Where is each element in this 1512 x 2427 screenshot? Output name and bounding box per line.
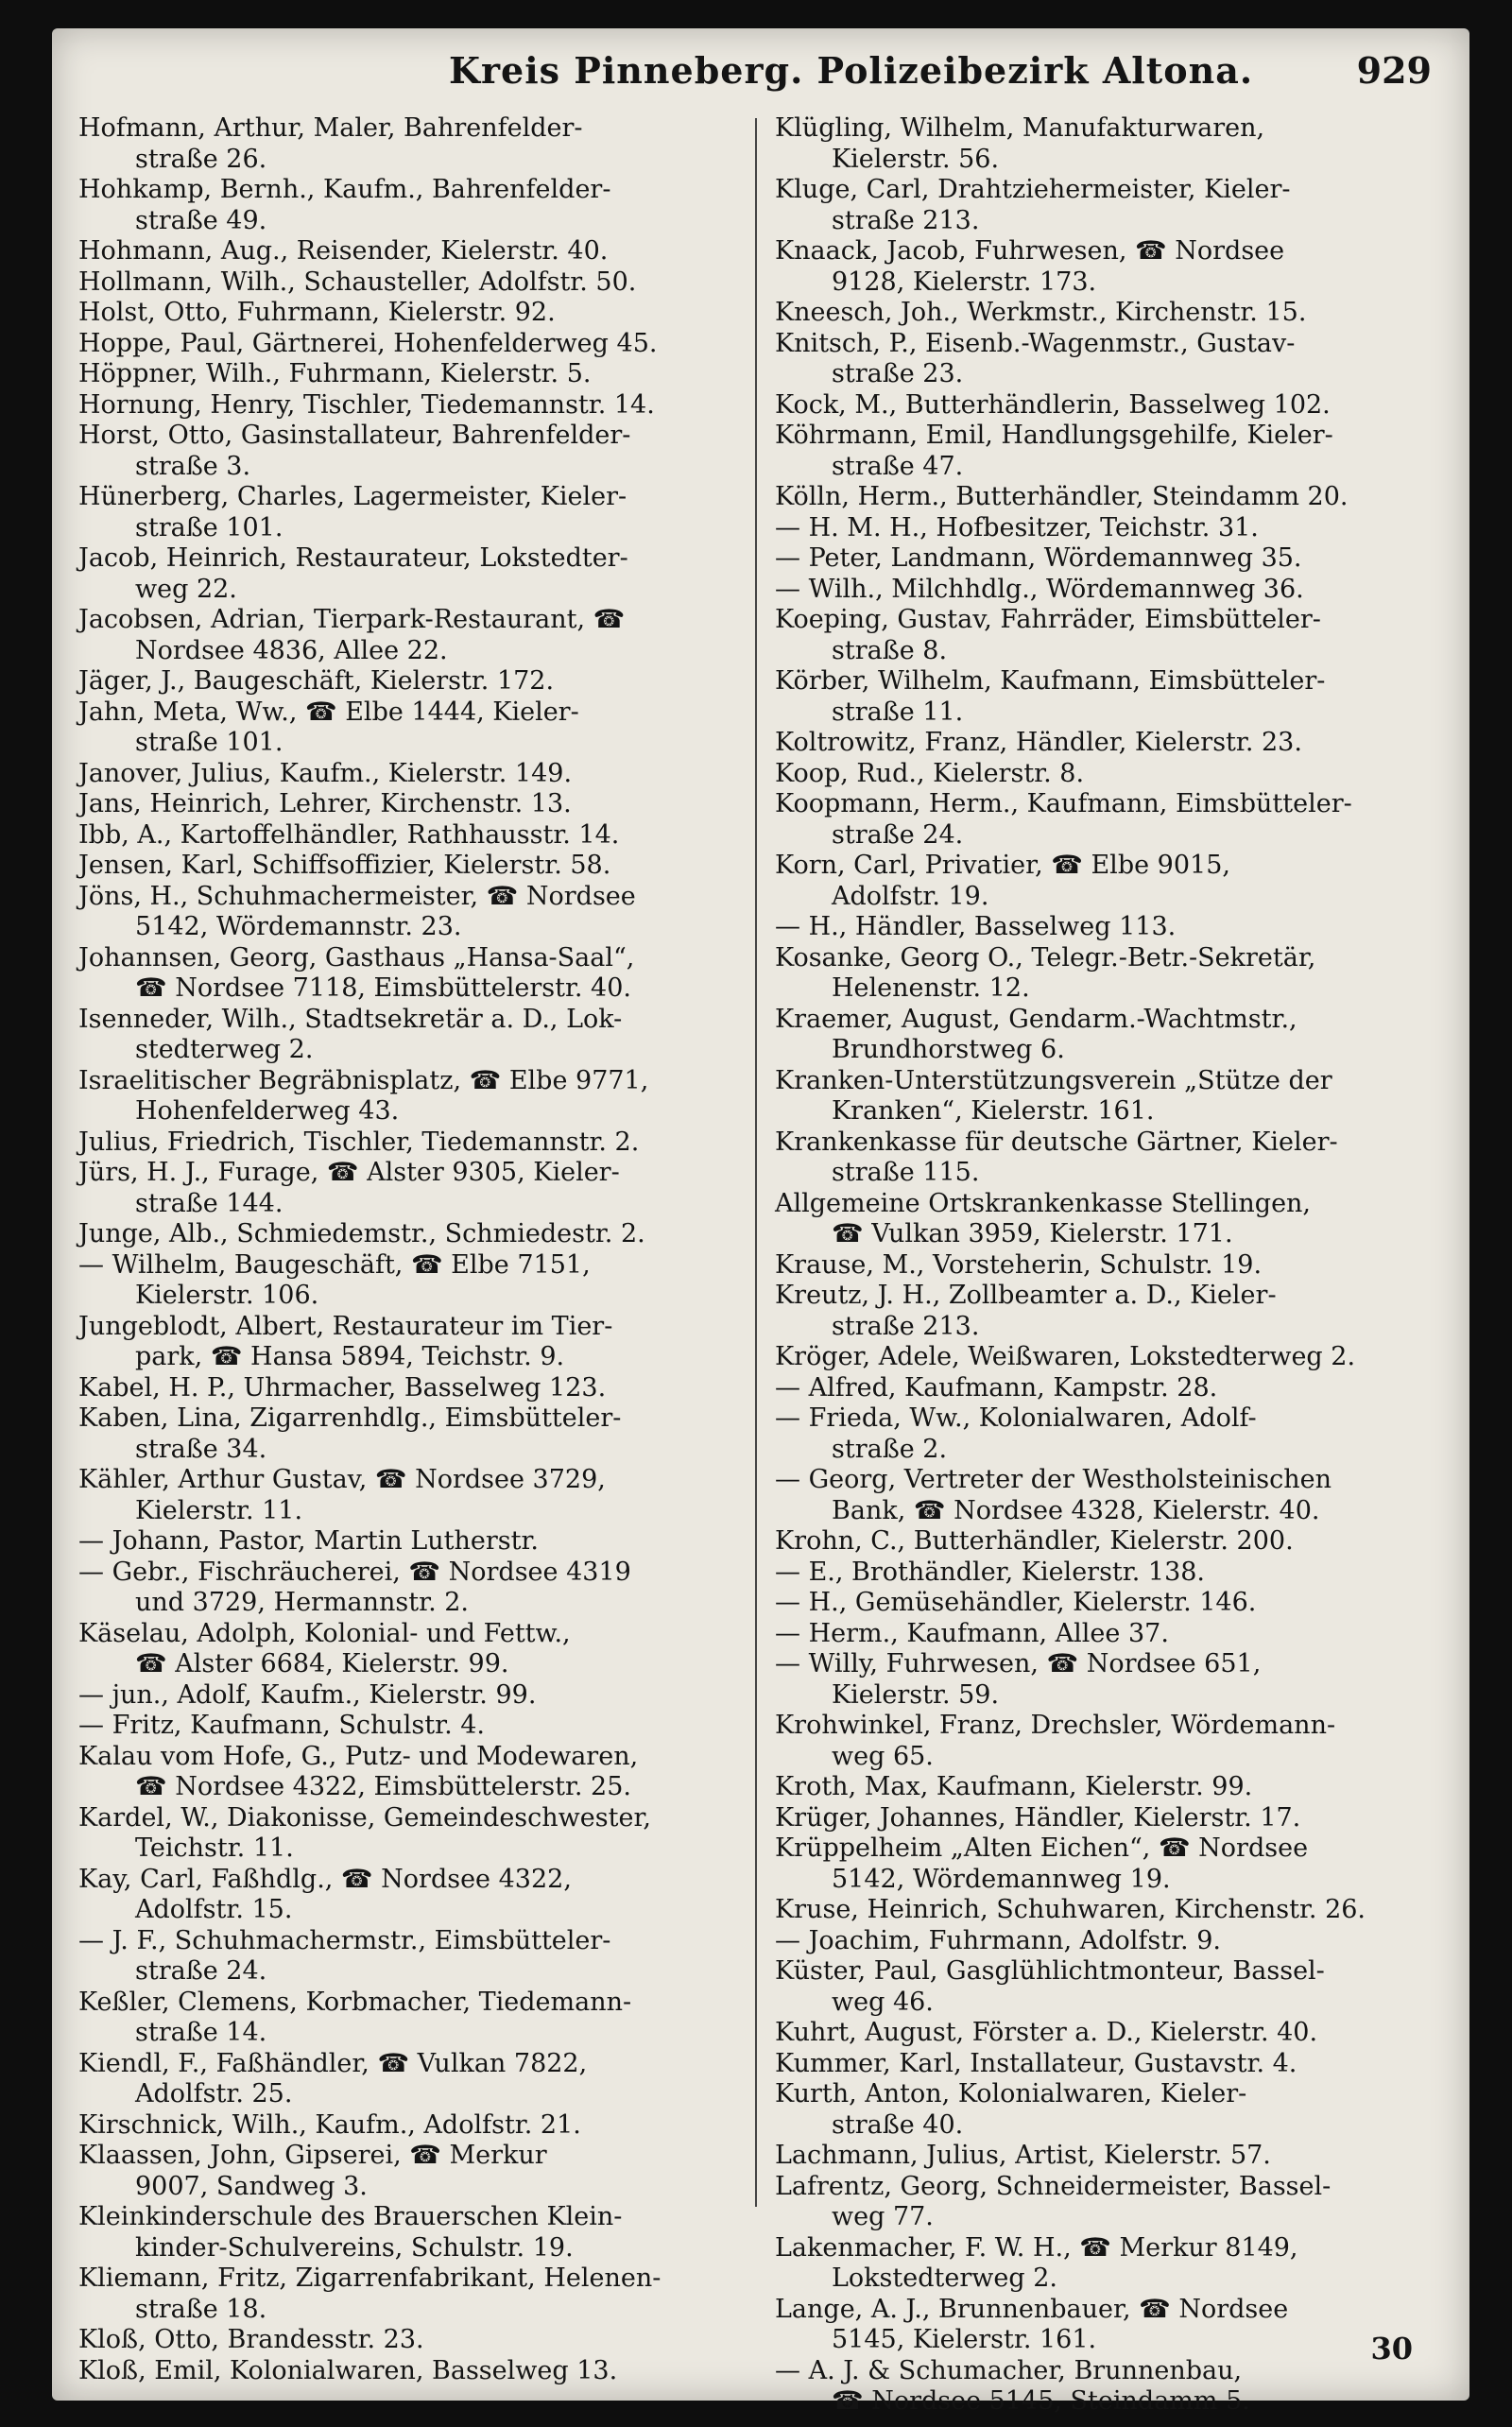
- directory-entry: [78, 1619, 740, 1680]
- page-header: [52, 49, 1469, 106]
- sheet-signature: 30: [1370, 2331, 1413, 2367]
- directory-entry: [78, 666, 740, 697]
- entry-text: Käselau, Adolph, Kolonial- und Fettw.,: [78, 1618, 571, 1648]
- directory-entry: [78, 1926, 740, 1988]
- entry-text: Kaben, Lina, Zigarrenhdlg., Eimsbütteler-: [78, 1403, 622, 1433]
- column-divider: [755, 118, 757, 2207]
- directory-entry: [775, 943, 1436, 1005]
- entry-text: — Wilh., Milchhdlg., Wördemannweg 36.: [775, 574, 1304, 604]
- entry-text: Holst, Otto, Fuhrmann, Kielerstr. 92.: [78, 298, 556, 327]
- entry-continuation: weg 65.: [832, 1741, 934, 1771]
- entry-continuation: Brundhorstweg 6.: [832, 1035, 1065, 1064]
- directory-entry: [78, 820, 740, 852]
- directory-entry: [775, 912, 1436, 943]
- directory-entry: [78, 298, 740, 329]
- entry-text: Koeping, Gustav, Fahrräder, Eimsbütteler-: [775, 605, 1321, 634]
- entry-continuation: straße 49.: [135, 205, 267, 235]
- directory-entry: [775, 1281, 1436, 1342]
- entry-text: Kummer, Karl, Installateur, Gustavstr. 4.: [775, 2048, 1297, 2078]
- entry-text: Krüppelheim „Alten Eichen“, ☎ Nordsee: [775, 1833, 1309, 1863]
- directory-entry: [78, 697, 740, 759]
- entry-text: Allgemeine Ortskrankenkasse Stellingen,: [775, 1188, 1312, 1218]
- entry-continuation: straße 8.: [832, 635, 948, 665]
- directory-entry: [775, 666, 1436, 728]
- entry-text: Kroth, Max, Kaufmann, Kielerstr. 99.: [775, 1772, 1253, 1801]
- entry-text: — J. F., Schuhmachermstr., Eimsbütteler-: [78, 1925, 611, 1955]
- directory-entry: [78, 1988, 740, 2049]
- entry-text: — Alfred, Kaufmann, Kampstr. 28.: [775, 1372, 1218, 1403]
- directory-entry: [775, 575, 1436, 606]
- entry-text: Kähler, Arthur Gustav, ☎ Nordsee 3729,: [78, 1465, 606, 1494]
- directory-entry: [78, 1158, 740, 1219]
- directory-entry: [775, 113, 1436, 175]
- entry-text: Kuhrt, August, Förster a. D., Kielerstr. 40.: [775, 2018, 1318, 2047]
- directory-entry: [78, 1803, 740, 1865]
- entry-text: — jun., Adolf, Kaufm., Kielerstr. 99.: [78, 1679, 537, 1710]
- directory-entry: [78, 2141, 740, 2202]
- directory-entry: [775, 2049, 1436, 2080]
- entry-continuation: 9007, Sandweg 3.: [135, 2171, 368, 2201]
- entry-continuation: straße 24.: [832, 819, 964, 850]
- directory-entry: [775, 1066, 1436, 1127]
- entry-text: Hünerberg, Charles, Lagermeister, Kieler-: [78, 482, 627, 511]
- directory-entry: [775, 1526, 1436, 1558]
- entry-text: Kranken-Unterstützungsverein „Stütze der: [775, 1065, 1332, 1095]
- directory-entry: [775, 789, 1436, 851]
- directory-entry: [775, 543, 1436, 575]
- entry-text: Krankenkasse für deutsche Gärtner, Kieler-: [775, 1127, 1338, 1157]
- directory-entry: [775, 2295, 1436, 2356]
- entry-text: Jürs, H. J., Furage, ☎ Alster 9305, Kieler-: [78, 1158, 620, 1187]
- entry-text: Jöns, H., Schuhmachermeister, ☎ Nordsee: [78, 881, 636, 911]
- directory-entry: [775, 1250, 1436, 1282]
- entry-text: Körber, Wilhelm, Kaufmann, Eimsbütteler-: [775, 666, 1326, 696]
- entry-continuation: straße 213.: [832, 1311, 980, 1341]
- entry-text: — Wilhelm, Baugeschäft, ☎ Elbe 7151,: [78, 1249, 591, 1280]
- directory-entry: [78, 482, 740, 543]
- directory-entry: [78, 2202, 740, 2263]
- entry-text: Koop, Rud., Kielerstr. 8.: [775, 758, 1085, 788]
- directory-entry: [78, 1312, 740, 1373]
- entry-continuation: weg 77.: [832, 2202, 934, 2231]
- entry-continuation: Kielerstr. 106.: [135, 1281, 319, 1310]
- entry-text: Horst, Otto, Gasinstallateur, Bahrenfelder-: [78, 421, 631, 450]
- entry-text: Kiendl, F., Faßhändler, ☎ Vulkan 7822,: [78, 2048, 588, 2078]
- directory-entry: [78, 113, 740, 175]
- entry-text: — Willy, Fuhrwesen, ☎ Nordsee 651,: [775, 1649, 1262, 1678]
- entry-text: Knaack, Jacob, Fuhrwesen, ☎ Nordsee: [775, 236, 1285, 266]
- directory-entry: [78, 1219, 740, 1250]
- entry-text: Klügling, Wilhelm, Manufakturwaren,: [775, 113, 1265, 143]
- entry-continuation: straße 2.: [832, 1434, 948, 1464]
- entry-text: Janover, Julius, Kaufm., Kielerstr. 149.: [78, 758, 573, 788]
- entry-text: Kabel, H. P., Uhrmacher, Basselweg 123.: [78, 1372, 607, 1403]
- entry-continuation: Kielerstr. 11.: [135, 1495, 303, 1525]
- directory-entry: [78, 1066, 740, 1127]
- directory-entry: [775, 1465, 1436, 1526]
- entry-text: Isenneder, Wilh., Stadtsekretär a. D., Lok-: [78, 1004, 623, 1034]
- directory-entry: [775, 1588, 1436, 1619]
- entry-continuation: Hohenfelderweg 43.: [135, 1096, 400, 1126]
- entry-continuation: straße 34.: [135, 1434, 267, 1464]
- directory-entry: [775, 482, 1436, 513]
- directory-entry: [78, 1742, 740, 1803]
- directory-entry: [775, 1956, 1436, 2018]
- directory-page: [52, 28, 1469, 2416]
- directory-entry: [775, 329, 1436, 390]
- entry-text: Höppner, Wilh., Fuhrmann, Kielerstr. 5.: [78, 359, 592, 388]
- directory-entry: [775, 1649, 1436, 1711]
- entry-text: Ibb, A., Kartoffelhändler, Rathhausstr. 14.: [78, 819, 620, 850]
- entry-text: Israelitischer Begräbnisplatz, ☎ Elbe 9771,: [78, 1065, 649, 1095]
- directory-entry: [78, 2356, 740, 2387]
- entry-text: Hofmann, Arthur, Maler, Bahrenfelder-: [78, 113, 583, 143]
- entry-text: Kneesch, Joh., Werkmstr., Kirchenstr. 15.: [775, 298, 1307, 327]
- directory-entry: [775, 236, 1436, 298]
- entry-text: Lakenmacher, F. W. H., ☎ Merkur 8149,: [775, 2232, 1298, 2263]
- directory-entry: [775, 2079, 1436, 2141]
- entry-text: — Frieda, Ww., Kolonialwaren, Adolf-: [775, 1403, 1257, 1433]
- directory-entry: [78, 2110, 740, 2142]
- entry-continuation: straße 18.: [135, 2294, 267, 2324]
- entry-continuation: straße 101.: [135, 512, 284, 542]
- entry-continuation: Kielerstr. 59.: [832, 1679, 1000, 1710]
- entry-text: Lachmann, Julius, Artist, Kielerstr. 57.: [775, 2141, 1271, 2170]
- directory-entry: [78, 1127, 740, 1159]
- directory-entry: [78, 759, 740, 790]
- directory-entry: [775, 851, 1436, 912]
- directory-entry: [775, 2172, 1436, 2233]
- entry-text: Küster, Paul, Gasglühlichtmonteur, Bassel-: [775, 1956, 1325, 1986]
- entry-text: Kurth, Anton, Kolonialwaren, Kieler-: [775, 2079, 1247, 2109]
- directory-entry: [775, 513, 1436, 544]
- directory-entry: [775, 1772, 1436, 1803]
- entry-continuation: straße 3.: [135, 451, 251, 481]
- entry-text: Köhrmann, Emil, Handlungsgehilfe, Kieler-: [775, 421, 1333, 450]
- entry-text: Jans, Heinrich, Lehrer, Kirchenstr. 13.: [78, 789, 572, 818]
- entry-continuation: Bank, ☎ Nordsee 4328, Kielerstr. 40.: [832, 1495, 1320, 1525]
- entry-text: Krause, M., Vorsteherin, Schulstr. 19.: [775, 1249, 1263, 1280]
- entry-text: Kirschnick, Wilh., Kaufm., Adolfstr. 21.: [78, 2109, 581, 2140]
- entry-text: — Peter, Landmann, Wördemannweg 35.: [775, 543, 1302, 573]
- entry-continuation: Teichstr. 11.: [135, 1833, 294, 1863]
- right-column: [775, 113, 1436, 2418]
- directory-entry: [775, 390, 1436, 422]
- entry-continuation: park, ☎ Hansa 5894, Teichstr. 9.: [135, 1342, 565, 1371]
- entry-text: Hohkamp, Bernh., Kaufm., Bahrenfelder-: [78, 175, 611, 204]
- directory-entry: [775, 1127, 1436, 1189]
- entry-continuation: straße 47.: [832, 451, 964, 481]
- entry-continuation: ☎ Nordsee 7118, Eimsbüttelerstr. 40.: [135, 973, 631, 1003]
- directory-entry: [775, 2141, 1436, 2172]
- entry-text: Lange, A. J., Brunnenbauer, ☎ Nordsee: [775, 2294, 1289, 2324]
- directory-entry: [78, 390, 740, 422]
- entry-continuation: straße 40.: [832, 2109, 964, 2140]
- directory-entry: [78, 2049, 740, 2110]
- entry-text: Johannsen, Georg, Gasthaus „Hansa-Saal“,: [78, 942, 635, 973]
- entry-text: Knitsch, P., Eisenb.-Wagenmstr., Gustav-: [775, 328, 1296, 358]
- entry-continuation: Adolfstr. 19.: [832, 881, 989, 911]
- directory-entry: [775, 298, 1436, 329]
- directory-entry: [78, 359, 740, 390]
- page-title: Kreis Pinneberg. Polizeibezirk Altona.: [449, 49, 1254, 92]
- entry-text: Jungeblodt, Albert, Restaurateur im Tier-: [78, 1311, 613, 1341]
- entry-continuation: straße 26.: [135, 144, 267, 174]
- entry-text: Julius, Friedrich, Tischler, Tiedemannstr. 2.: [78, 1127, 640, 1157]
- directory-entry: [78, 1558, 740, 1619]
- entry-continuation: ☎ Alster 6684, Kielerstr. 99.: [135, 1649, 509, 1678]
- entry-continuation: Kielerstr. 56.: [832, 144, 1000, 174]
- entry-text: — E., Brothändler, Kielerstr. 138.: [775, 1557, 1206, 1587]
- directory-entry: [775, 2356, 1436, 2418]
- directory-entry: [78, 1680, 740, 1712]
- entry-text: Hohmann, Aug., Reisender, Kielerstr. 40.: [78, 236, 609, 266]
- directory-entry: [78, 267, 740, 299]
- directory-entry: [775, 1005, 1436, 1066]
- entry-text: Korn, Carl, Privatier, ☎ Elbe 9015,: [775, 851, 1230, 880]
- entry-continuation: Adolfstr. 15.: [135, 1895, 293, 1924]
- entry-text: Krüger, Johannes, Händler, Kielerstr. 17.: [775, 1802, 1301, 1833]
- directory-entry: [78, 543, 740, 605]
- entry-continuation: straße 115.: [832, 1158, 980, 1187]
- page-number: 929: [1356, 49, 1432, 92]
- entry-continuation: Lokstedterweg 2.: [832, 2263, 1057, 2293]
- directory-entry: [78, 789, 740, 820]
- entry-text: Kock, M., Butterhändlerin, Basselweg 102.: [775, 389, 1331, 420]
- entry-text: — Georg, Vertreter der Westholsteinischen: [775, 1465, 1332, 1494]
- entry-text: — H., Gemüsehändler, Kielerstr. 146.: [775, 1588, 1257, 1617]
- directory-entry: [775, 728, 1436, 759]
- directory-entry: [775, 1373, 1436, 1404]
- directory-entry: [78, 882, 740, 943]
- directory-entry: [775, 175, 1436, 236]
- entry-continuation: ☎ Nordsee 4322, Eimsbüttelerstr. 25.: [135, 1772, 631, 1801]
- entry-continuation: 9128, Kielerstr. 173.: [832, 267, 1097, 297]
- entry-text: Klaassen, John, Gipserei, ☎ Merkur: [78, 2141, 547, 2170]
- entry-continuation: weg 22.: [135, 574, 237, 604]
- directory-entry: [78, 329, 740, 360]
- entry-continuation: straße 101.: [135, 728, 284, 757]
- entry-continuation: kinder-Schulvereins, Schulstr. 19.: [135, 2232, 574, 2263]
- directory-entry: [78, 421, 740, 482]
- entry-continuation: Nordsee 4836, Allee 22.: [135, 635, 448, 665]
- entry-continuation: Kranken“, Kielerstr. 161.: [832, 1096, 1155, 1126]
- entry-text: Kalau vom Hofe, G., Putz- und Modewaren,: [78, 1741, 639, 1771]
- entry-continuation: 5145, Kielerstr. 161.: [832, 2325, 1097, 2354]
- directory-entry: [78, 1250, 740, 1312]
- directory-entry: [775, 1558, 1436, 1589]
- directory-entry: [78, 236, 740, 267]
- entry-continuation: ☎ Vulkan 3959, Kielerstr. 171.: [832, 1219, 1233, 1248]
- directory-entry: [775, 1711, 1436, 1772]
- entry-text: Jacob, Heinrich, Restaurateur, Lokstedter-: [78, 543, 628, 573]
- entry-text: Keßler, Clemens, Korbmacher, Tiedemann-: [78, 1987, 632, 2017]
- entry-text: — Herm., Kaufmann, Allee 37.: [775, 1618, 1169, 1648]
- entry-text: Jäger, J., Baugeschäft, Kielerstr. 172.: [78, 666, 555, 696]
- directory-entry: [78, 851, 740, 882]
- entry-continuation: stedterweg 2.: [135, 1035, 314, 1064]
- entry-text: Kardel, W., Diakonisse, Gemeindeschwester,: [78, 1802, 651, 1833]
- directory-entry: [775, 2233, 1436, 2295]
- entry-continuation: straße 24.: [135, 1956, 267, 1986]
- directory-entry: [78, 943, 740, 1005]
- entry-text: — H. M. H., Hofbesitzer, Teichstr. 31.: [775, 512, 1259, 542]
- directory-entry: [78, 1526, 740, 1558]
- entry-text: Junge, Alb., Schmiedemstr., Schmiedestr. 2.: [78, 1219, 645, 1248]
- directory-entry: [78, 1403, 740, 1465]
- entry-text: — A. J. & Schumacher, Brunnenbau,: [775, 2355, 1243, 2385]
- entry-text: Hollmann, Wilh., Schausteller, Adolfstr. 50.: [78, 267, 637, 297]
- entry-text: Krohn, C., Butterhändler, Kielerstr. 200.: [775, 1526, 1294, 1556]
- entry-continuation: straße 213.: [832, 205, 980, 235]
- entry-continuation: und 3729, Hermannstr. 2.: [135, 1588, 470, 1617]
- entry-text: Kreutz, J. H., Zollbeamter a. D., Kieler-: [775, 1281, 1277, 1310]
- directory-entry: [78, 1711, 740, 1742]
- directory-entry: [775, 1926, 1436, 1957]
- entry-text: Kröger, Adele, Weißwaren, Lokstedterweg 2.: [775, 1342, 1356, 1371]
- entry-text: Kleinkinderschule des Brauerschen Klein-: [78, 2202, 623, 2231]
- entry-text: Kraemer, August, Gendarm.-Wachtmstr.,: [775, 1004, 1297, 1034]
- entry-text: Kay, Carl, Faßhdlg., ☎ Nordsee 4322,: [78, 1864, 572, 1894]
- entry-text: — Joachim, Fuhrmann, Adolfstr. 9.: [775, 1925, 1221, 1955]
- entry-text: Hornung, Henry, Tischler, Tiedemannstr. 14.: [78, 389, 655, 420]
- entry-text: Kölln, Herm., Butterhändler, Steindamm 20.: [775, 482, 1349, 511]
- left-column: [78, 113, 740, 2386]
- entry-text: — Johann, Pastor, Martin Lutherstr.: [78, 1526, 539, 1556]
- directory-entry: [78, 175, 740, 236]
- directory-entry: [78, 1373, 740, 1404]
- entry-continuation: straße 23.: [832, 359, 964, 388]
- entry-text: Koopmann, Herm., Kaufmann, Eimsbütteler-: [775, 789, 1352, 818]
- entry-text: Kliemann, Fritz, Zigarrenfabrikant, Helenen-: [78, 2263, 662, 2293]
- directory-entry: [775, 759, 1436, 790]
- directory-entry: [775, 1342, 1436, 1373]
- entry-text: Krohwinkel, Franz, Drechsler, Wördemann-: [775, 1711, 1336, 1740]
- directory-entry: [775, 605, 1436, 666]
- entry-continuation: Helenenstr. 12.: [832, 973, 1030, 1003]
- directory-entry: [78, 2325, 740, 2356]
- directory-entry: [775, 1803, 1436, 1834]
- entry-text: Kloß, Emil, Kolonialwaren, Basselweg 13.: [78, 2355, 618, 2385]
- entry-text: — Gebr., Fischräucherei, ☎ Nordsee 4319: [78, 1557, 631, 1587]
- directory-entry: [775, 2018, 1436, 2049]
- entry-text: Kloß, Otto, Brandesstr. 23.: [78, 2325, 424, 2354]
- entry-continuation: straße 14.: [135, 2018, 267, 2047]
- entry-text: — H., Händler, Basselweg 113.: [775, 912, 1177, 941]
- entry-continuation: straße 11.: [832, 697, 964, 727]
- entry-text: Kruse, Heinrich, Schuhwaren, Kirchenstr. 26.: [775, 1895, 1366, 1924]
- entry-text: — Fritz, Kaufmann, Schulstr. 4.: [78, 1711, 485, 1740]
- directory-entry: [78, 1865, 740, 1926]
- directory-entry: [775, 1189, 1436, 1250]
- entry-text: Kosanke, Georg O., Telegr.-Betr.-Sekretär,: [775, 942, 1316, 973]
- entry-text: Jacobsen, Adrian, Tierpark-Restaurant, ☎: [78, 605, 626, 634]
- directory-entry: [78, 605, 740, 666]
- entry-continuation: 5142, Wördemannstr. 23.: [135, 912, 462, 941]
- entry-text: Koltrowitz, Franz, Händler, Kielerstr. 23.: [775, 728, 1302, 757]
- directory-entry: [775, 1895, 1436, 1926]
- directory-entry: [775, 421, 1436, 482]
- entry-text: Jensen, Karl, Schiffsoffizier, Kielerstr. 58.: [78, 851, 611, 880]
- entry-text: Hoppe, Paul, Gärtnerei, Hohenfelderweg 45.: [78, 328, 658, 358]
- directory-entry: [775, 1403, 1436, 1465]
- directory-entry: [78, 1465, 740, 1526]
- entry-text: Jahn, Meta, Ww., ☎ Elbe 1444, Kieler-: [78, 697, 579, 727]
- entry-continuation: ☎ Nordsee 5145, Steindamm 5.: [832, 2386, 1250, 2416]
- directory-entry: [78, 2263, 740, 2325]
- entry-text: Kluge, Carl, Drahtziehermeister, Kieler-: [775, 175, 1291, 204]
- entry-text: Lafrentz, Georg, Schneidermeister, Bassel-: [775, 2171, 1332, 2201]
- directory-entry: [78, 1005, 740, 1066]
- entry-continuation: weg 46.: [832, 1987, 934, 2017]
- directory-entry: [775, 1619, 1436, 1650]
- entry-continuation: Adolfstr. 25.: [135, 2079, 293, 2109]
- directory-entry: [775, 1833, 1436, 1895]
- entry-continuation: straße 144.: [135, 1188, 284, 1218]
- entry-continuation: 5142, Wördemannweg 19.: [832, 1864, 1171, 1894]
